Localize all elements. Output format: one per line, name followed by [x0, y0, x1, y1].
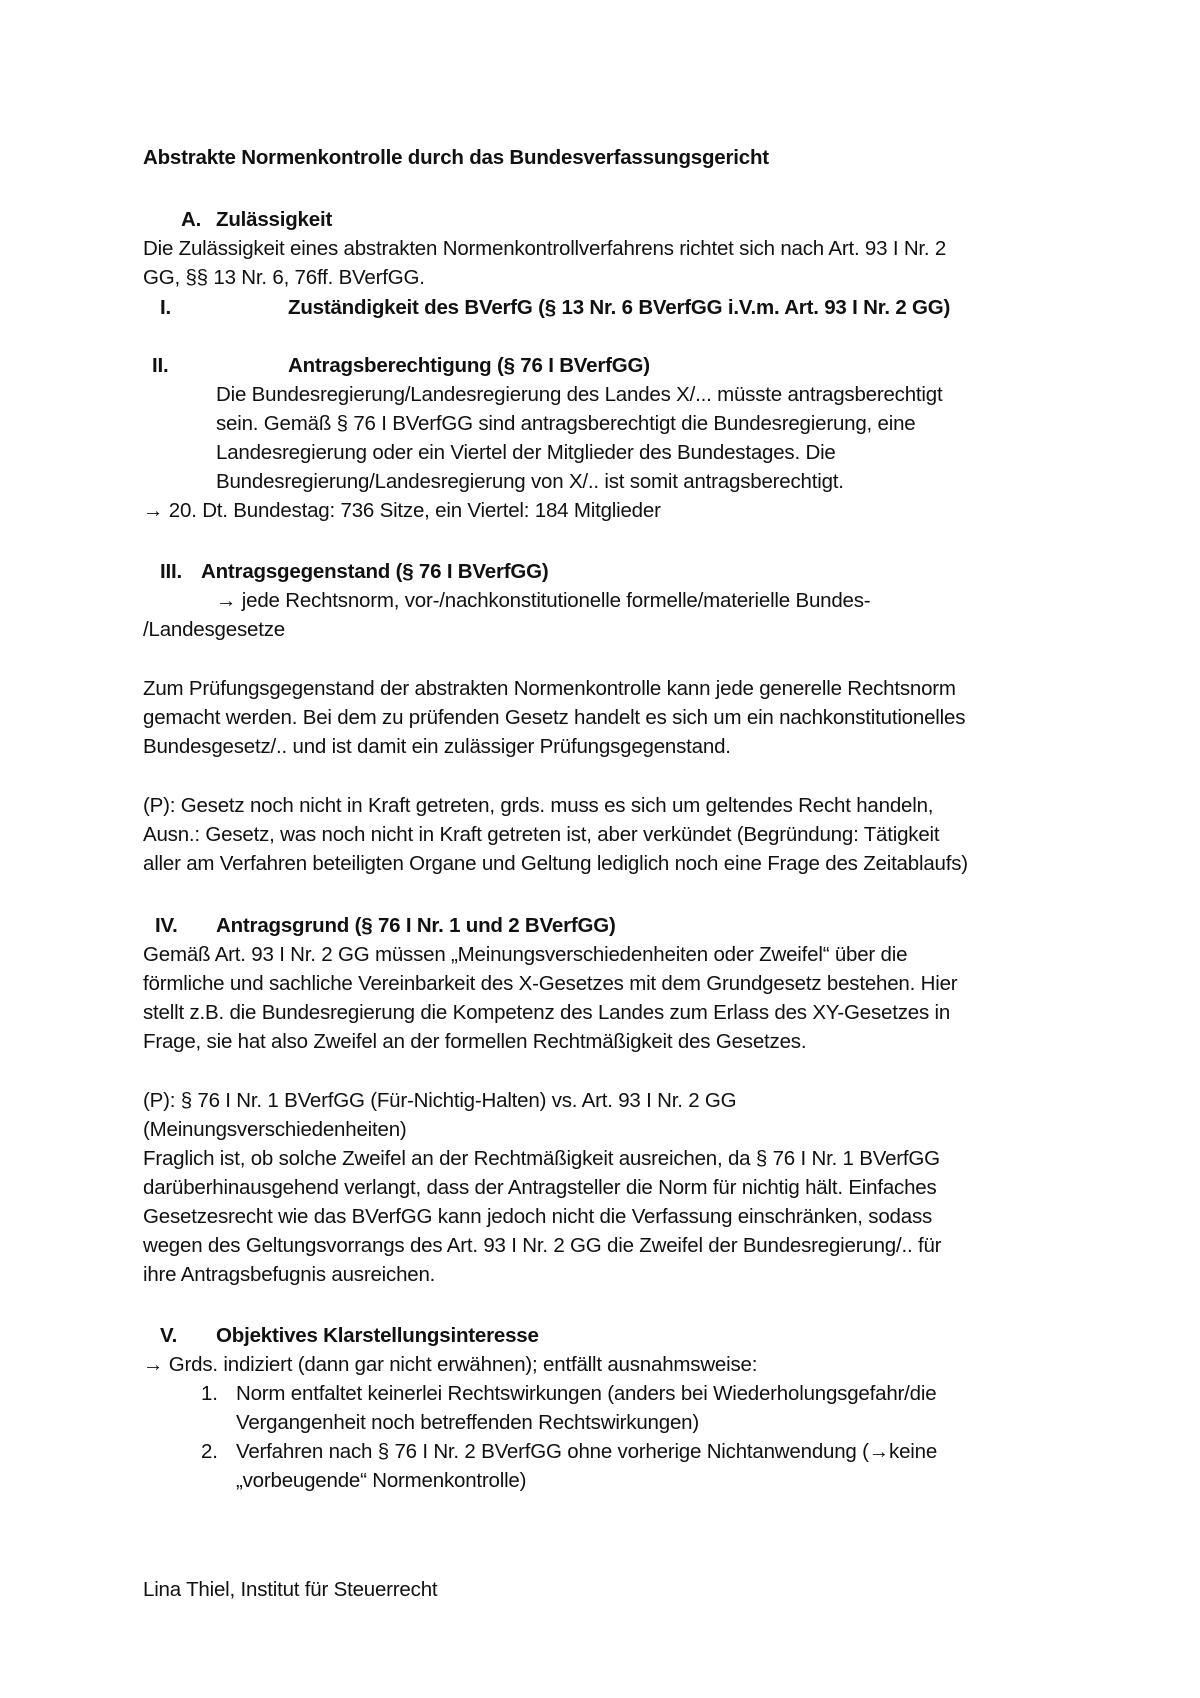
list-item-line: Verfahren nach § 76 I Nr. 2 BVerfGG ohne vorherige Nichtanwendung (→keine [236, 1440, 938, 1463]
section-4-heading: Antragsgrund (§ 76 I Nr. 1 und 2 BVerfGG) [216, 914, 616, 937]
section-2-body-line: Landesregierung oder ein Viertel der Mitglieder des Bundestages. Die [216, 441, 836, 464]
section-3-arrow-line: → jede Rechtsnorm, vor-/nachkonstitutionelle formelle/materielle Bundes- [216, 589, 871, 612]
section-2-heading: Antragsberechtigung (§ 76 I BVerfGG) [288, 354, 650, 377]
section-4-marker: IV. [155, 914, 178, 937]
section-3-heading: Antragsgegenstand (§ 76 I BVerfGG) [201, 560, 549, 583]
section-3-problem-line: Ausn.: Gesetz, was noch nicht in Kraft getreten ist, aber verkündet (Begründung: Tätigkeit [143, 823, 940, 846]
section-4-paragraph-line: stellt z.B. die Bundesregierung die Kompetenz des Landes zum Erlass des XY-Gesetzes in [143, 1001, 951, 1024]
section-4-paragraph-line: Gemäß Art. 93 I Nr. 2 GG müssen „Meinungsverschiedenheiten oder Zweifel“ über die [143, 943, 908, 966]
section-4-problem-line: ihre Antragsbefugnis ausreichen. [143, 1263, 436, 1286]
section-4-paragraph-line: Frage, sie hat also Zweifel an der formellen Rechtmäßigkeit des Gesetzes. [143, 1030, 807, 1053]
list-item-number: 1. [201, 1382, 218, 1405]
section-2-body-line: Bundesregierung/Landesregierung von X/.. ist somit antragsberechtigt. [216, 470, 844, 493]
section-5-intro: → Grds. indiziert (dann gar nicht erwähnen); entfällt ausnahmsweise: [143, 1353, 758, 1376]
section-4-problem-line: Fraglich ist, ob solche Zweifel an der Rechtmäßigkeit ausreichen, da § 76 I Nr. 1 BVerfGG [143, 1147, 940, 1170]
section-2-body-line: sein. Gemäß § 76 I BVerfGG sind antragsberechtigt die Bundesregierung, eine [216, 412, 916, 435]
section-4-problem-line: wegen des Geltungsvorrangs des Art. 93 I Nr. 2 GG die Zweifel der Bundesregierung/.. für [143, 1234, 942, 1257]
section-4-problem-line: (P): § 76 I Nr. 1 BVerfGG (Für-Nichtig-Halten) vs. Art. 93 I Nr. 2 GG [143, 1089, 737, 1112]
list-item-line: „vorbeugende“ Normenkontrolle) [236, 1469, 527, 1492]
list-item-line: Norm entfaltet keinerlei Rechtswirkungen (anders bei Wiederholungsgefahr/die [236, 1382, 937, 1405]
section-4-problem-line: (Meinungsverschiedenheiten) [143, 1118, 407, 1141]
author-footer: Lina Thiel, Institut für Steuerrecht [143, 1578, 438, 1601]
section-3-arrow-line: /Landesgesetze [143, 618, 285, 641]
section-4-problem-line: darüberhinausgehend verlangt, dass der Antragsteller die Norm für nichtig hält. Einfaches [143, 1176, 937, 1199]
section-2-marker: II. [152, 354, 169, 377]
section-5-heading: Objektives Klarstellungsinteresse [216, 1324, 539, 1347]
section-4-paragraph-line: förmliche und sachliche Vereinbarkeit des X-Gesetzes mit dem Grundgesetz bestehen. Hier [143, 972, 958, 995]
section-3-paragraph-line: Zum Prüfungsgegenstand der abstrakten Normenkontrolle kann jede generelle Rechtsnorm [143, 677, 956, 700]
section-a-heading: Zulässigkeit [216, 208, 333, 231]
section-1-marker: I. [160, 296, 171, 319]
section-a-intro-line: Die Zulässigkeit eines abstrakten Normenkontrollverfahrens richtet sich nach Art. 93 I Nr. 2 [143, 237, 947, 260]
section-5-marker: V. [160, 1324, 178, 1347]
section-2-note: → 20. Dt. Bundestag: 736 Sitze, ein Viertel: 184 Mitglieder [143, 499, 661, 522]
section-3-marker: III. [160, 560, 182, 583]
list-item-number: 2. [201, 1440, 218, 1463]
section-3-paragraph-line: Bundesgesetz/.. und ist damit ein zulässiger Prüfungsgegenstand. [143, 735, 731, 758]
list-item-line: Vergangenheit noch betreffenden Rechtswirkungen) [236, 1411, 699, 1434]
section-4-problem-line: Gesetzesrecht wie das BVerfGG kann jedoch nicht die Verfassung einschränken, sodass [143, 1205, 933, 1228]
section-2-body-line: Die Bundesregierung/Landesregierung des Landes X/... müsste antragsberechtigt [216, 383, 943, 406]
section-3-paragraph-line: gemacht werden. Bei dem zu prüfenden Gesetz handelt es sich um ein nachkonstitutionelles [143, 706, 966, 729]
section-a-marker: A. [181, 208, 202, 231]
section-3-problem-line: (P): Gesetz noch nicht in Kraft getreten, grds. muss es sich um geltendes Recht handeln, [143, 794, 934, 817]
section-3-problem-line: aller am Verfahren beteiligten Organe und Geltung lediglich noch eine Frage des Zeitablaufs) [143, 852, 968, 875]
document-title: Abstrakte Normenkontrolle durch das Bundesverfassungsgericht [143, 146, 769, 169]
section-1-heading: Zuständigkeit des BVerfG (§ 13 Nr. 6 BVerfGG i.V.m. Art. 93 I Nr. 2 GG) [288, 296, 951, 319]
section-a-intro-line: GG, §§ 13 Nr. 6, 76ff. BVerfGG. [143, 266, 425, 289]
